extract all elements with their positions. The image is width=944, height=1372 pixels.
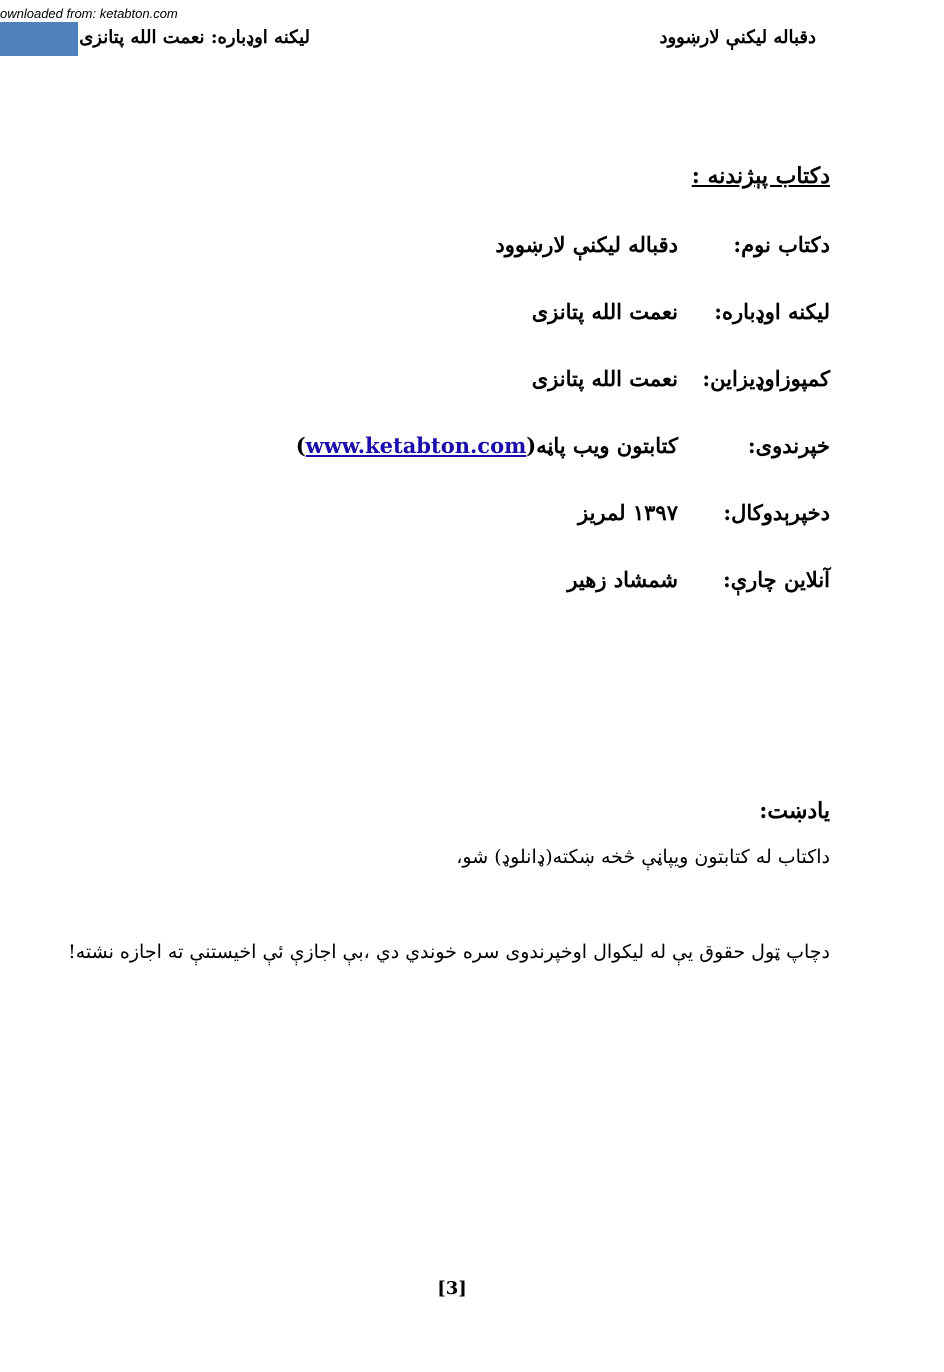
info-label-online: آنلاين چارې: [722, 567, 830, 592]
publisher-text: کتابتون ويب پاڼه( [526, 433, 678, 458]
info-value-book-name: دقباله ليکنې لارښوود [495, 232, 678, 257]
info-label-design: کمپوزاوډیزاین: [702, 366, 830, 391]
info-value-design: نعمت الله پتانزی [531, 366, 678, 391]
section-title: دکتاب پېژندنه : [691, 163, 830, 189]
note-line-1: داکتاب له کتابتون ويپاڼې څخه ښکته(ډانلوډ) شو، [456, 846, 830, 868]
download-watermark: ownloaded from: ketabton.com [0, 6, 178, 21]
publisher-text-end: ) [295, 433, 306, 458]
info-label-year: دخپرېدوکال: [723, 500, 830, 525]
info-label-author: ليکنه اوډباره: [714, 299, 830, 324]
header-author-line: ليکنه اوډباره: نعمت الله پتانزی [79, 27, 310, 48]
info-value-publisher [296, 433, 678, 458]
info-value-author: نعمت الله پتانزی [531, 299, 678, 324]
info-label-book-name: دکتاب نوم: [733, 232, 830, 257]
note-line-2: دچاپ ټول حقوق يې له ليکوال اوخپرندوی سره خوندي دي ،بې اجازې ئې اخيستنې ته اجازه نشته! [68, 941, 830, 963]
page-number: [3] [437, 1278, 467, 1299]
info-value-online: شمشاد زهير [567, 567, 678, 592]
note-title: يادښت: [759, 798, 830, 824]
header-book-title: دقباله ليکنې لارښوود [659, 27, 816, 48]
info-value-year: ۱۳۹۷ لمريز [578, 500, 678, 525]
info-label-publisher: خپرندوی: [747, 433, 830, 458]
publisher-website-link[interactable]: www.ketabton.com [305, 433, 527, 458]
header-accent-block [0, 22, 78, 56]
